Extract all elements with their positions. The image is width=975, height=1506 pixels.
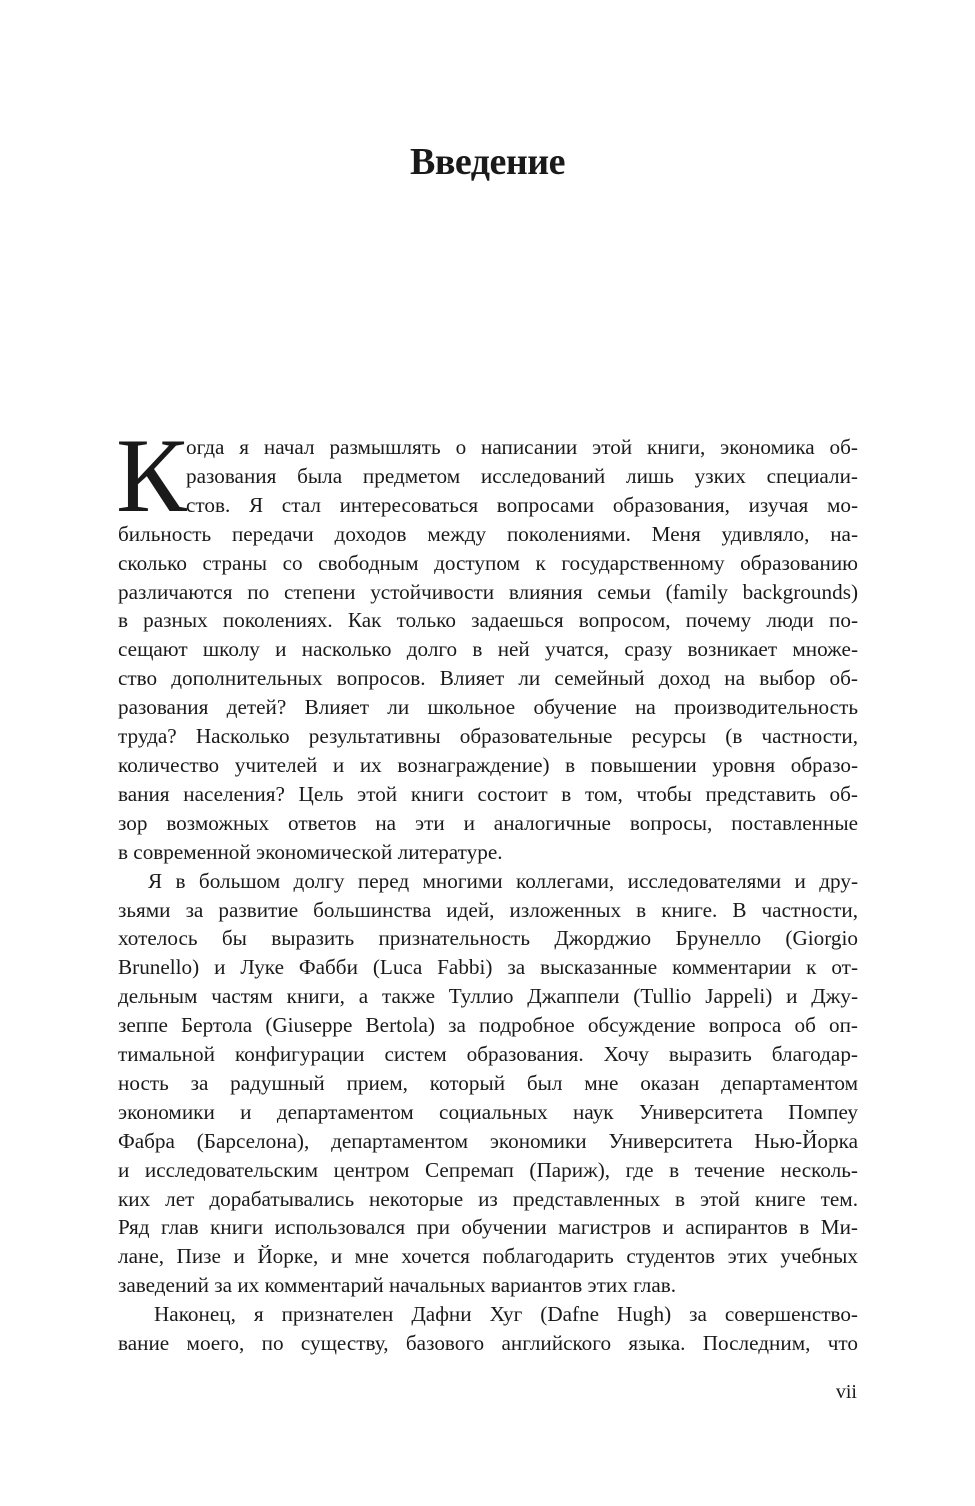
- text-line: стов. Я стал интересоваться вопросами образования, изучая мо-: [186, 492, 858, 517]
- text-line: и исследовательским центром Сепремап (Париж), где в течение несколь-: [118, 1157, 858, 1182]
- text-line: вания населения? Цель этой книги состоит в том, чтобы представить об-: [118, 781, 858, 806]
- text-line: бильность передачи доходов между поколениями. Меня удивляло, на-: [118, 521, 858, 546]
- text-line: зор возможных ответов на эти и аналогичные вопросы, поставленные: [118, 810, 858, 835]
- text-line: в современной экономической литературе.: [118, 839, 503, 864]
- text-line: в разных поколениях. Как только задаешься вопросом, почему люди по-: [118, 608, 858, 633]
- text-line: труда? Насколько результативны образовательные ресурсы (в частности,: [118, 724, 858, 749]
- text-line: разования была предметом исследований лишь узких специали-: [186, 463, 858, 488]
- page-title: Введение: [410, 141, 565, 183]
- paragraph-2: [118, 867, 858, 1301]
- drop-cap: К: [116, 417, 187, 534]
- paragraph-3: [118, 1300, 858, 1358]
- text-line: Ряд глав книги использовался при обучении магистров и аспирантов в Ми-: [118, 1215, 858, 1240]
- text-line: огда я начал размышлять о написании этой книги, экономика об-: [186, 435, 858, 459]
- text-line: хотелось бы выразить признательность Джорджио Брунелло (Giorgio: [118, 926, 858, 951]
- text-line: различаются по степени устойчивости влияния семьи (family backgrounds): [118, 579, 858, 604]
- text-line: заведений за их комментарий начальных вариантов этих глав.: [118, 1273, 677, 1298]
- paragraph-1: [116, 417, 858, 867]
- text-line: ство дополнительных вопросов. Влияет ли семейный доход на выбор об-: [118, 666, 858, 691]
- text-line: сещают школу и насколько долго в ней учатся, сразу возникает множе-: [118, 637, 858, 662]
- text-line: ких лет дорабатывались некоторые из представленных в этой книге тем.: [118, 1186, 858, 1211]
- text-line: тимальной конфигурации систем образования. Хочу выразить благодар-: [118, 1042, 858, 1067]
- text-line: экономики и департаментом социальных наук Университета Помпеу: [118, 1099, 858, 1124]
- body-text: [116, 417, 858, 1358]
- text-line: ность за радушный прием, который был мне оказан департаментом: [118, 1070, 858, 1095]
- text-line: зеппе Бертола (Giuseppe Bertola) за подробное обсуждение вопроса об оп-: [118, 1013, 858, 1038]
- text-line: зьями за развитие большинства идей, изложенных в книге. В частности,: [118, 897, 858, 922]
- text-line: Brunello) и Луке Фабби (Luca Fabbi) за высказанные комментарии к от-: [118, 955, 858, 980]
- text-line: Наконец, я признателен Дафни Хуг (Dafne Hugh) за совершенство-: [154, 1302, 858, 1327]
- text-line: количество учителей и их вознаграждение) в повышении уровня образо-: [118, 752, 858, 777]
- text-line: Я в большом долгу перед многими коллегами, исследователями и дру-: [148, 868, 858, 893]
- text-line: вание моего, по существу, базового английского языка. Последним, что: [118, 1331, 858, 1356]
- text-line: лане, Пизе и Йорке, и мне хочется поблагодарить студентов этих учебных: [118, 1244, 858, 1269]
- text-line: дельным частям книги, а также Туллио Джаппели (Tullio Jappeli) и Джу-: [118, 984, 858, 1009]
- text-line: разования детей? Влияет ли школьное обучение на производительность: [118, 695, 858, 720]
- text-line: Фабра (Барселона), департаментом экономики Университета Нью-Йорка: [118, 1128, 858, 1153]
- text-line: сколько страны со свободным доступом к государственному образованию: [118, 550, 858, 575]
- page-number: vii: [835, 1381, 857, 1403]
